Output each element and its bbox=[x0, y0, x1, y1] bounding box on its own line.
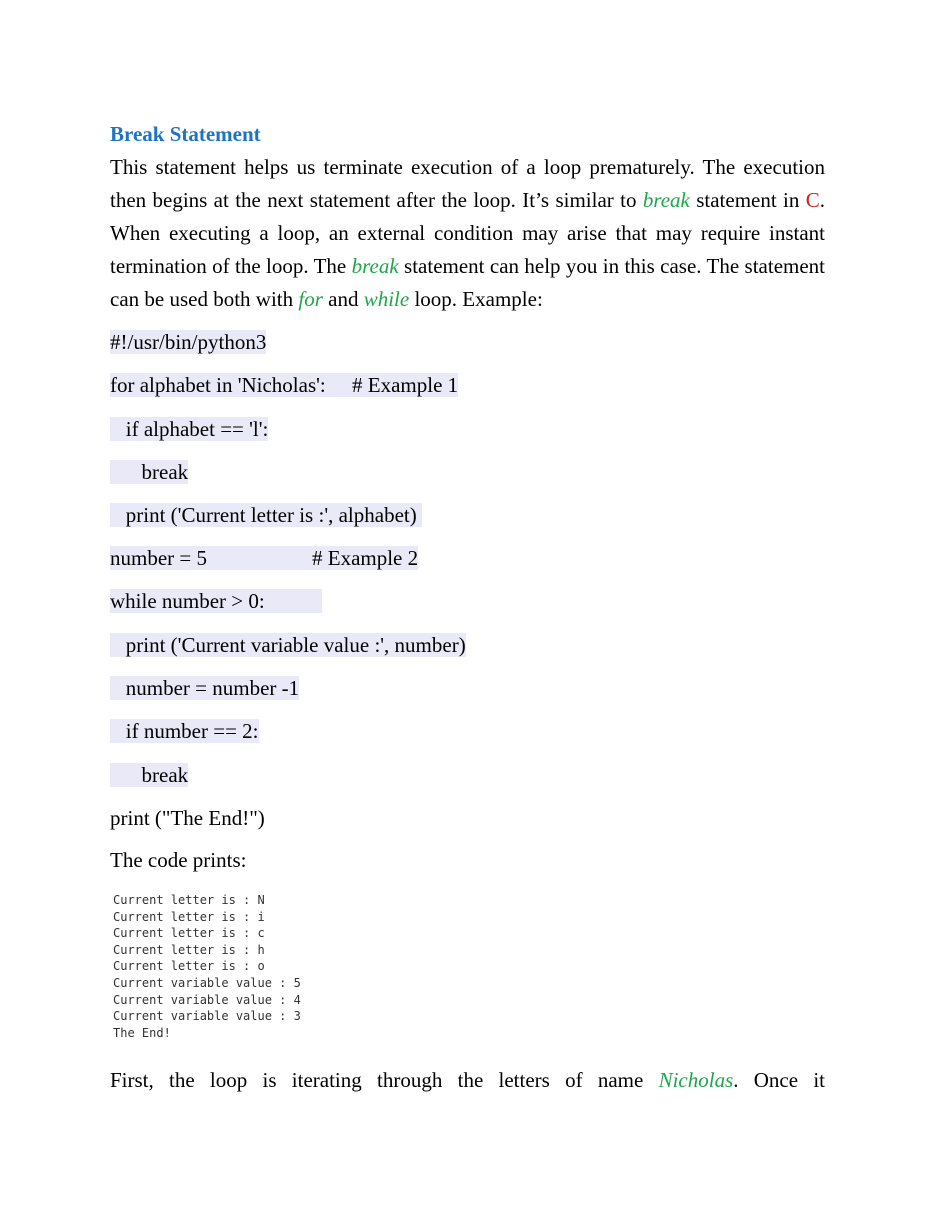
intro-paragraph bbox=[110, 151, 825, 316]
keyword-while: while bbox=[363, 287, 410, 311]
intro-text: statement can help you in this case. The statement can be used both with bbox=[110, 254, 825, 311]
code-line: while number > 0: bbox=[110, 589, 323, 613]
code-line: number = number -1 bbox=[110, 676, 300, 700]
code-line: break bbox=[110, 460, 189, 484]
console-line: The End! bbox=[113, 1025, 171, 1040]
code-line: print ('Current variable value :', number) bbox=[110, 633, 466, 657]
output-label: The code prints: bbox=[110, 848, 247, 872]
code-line: for alphabet in 'Nicholas': # Example 1 bbox=[110, 373, 459, 397]
language-c: C bbox=[805, 188, 820, 212]
console-line: Current letter is : h bbox=[113, 942, 265, 957]
code-line: break bbox=[110, 763, 189, 787]
section-heading: Break Statement bbox=[110, 122, 261, 146]
code-line: print ("The End!") bbox=[110, 806, 265, 830]
code-line: #!/usr/bin/python3 bbox=[110, 330, 267, 354]
console-line: Current letter is : i bbox=[113, 909, 265, 924]
intro-text: loop. Example: bbox=[409, 287, 543, 311]
keyword-break: break bbox=[351, 254, 399, 278]
console-line: Current variable value : 5 bbox=[113, 975, 301, 990]
console-line: Current variable value : 3 bbox=[113, 1009, 301, 1024]
code-line: if number == 2: bbox=[110, 719, 259, 743]
code-line: print ('Current letter is :', alphabet) bbox=[110, 503, 422, 527]
console-line: Current letter is : c bbox=[113, 926, 265, 941]
console-line: Current variable value : 4 bbox=[113, 992, 301, 1007]
console-line: Current letter is : N bbox=[113, 893, 265, 907]
name-nicholas: Nicholas bbox=[658, 1068, 734, 1092]
keyword-break: break bbox=[642, 188, 690, 212]
console-output bbox=[113, 892, 301, 1041]
intro-text: . When executing a loop, an external condition may arise that may require instant termination of the loop. The bbox=[110, 188, 825, 278]
intro-text: statement in bbox=[689, 188, 806, 212]
code-line: if alphabet == 'l': bbox=[110, 417, 269, 441]
intro-text: and bbox=[322, 287, 364, 311]
keyword-for: for bbox=[298, 287, 323, 311]
code-line: number = 5 # Example 2 bbox=[110, 546, 419, 570]
closing-paragraph: First, the loop is iterating through the letters of name Nicholas. Once it bbox=[110, 1068, 825, 1092]
intro-text: This statement helps us terminate execution of a loop prematurely. The execution then begins at the next statement after the loop. It’s similar to bbox=[110, 155, 825, 212]
console-line: Current letter is : o bbox=[113, 959, 265, 974]
